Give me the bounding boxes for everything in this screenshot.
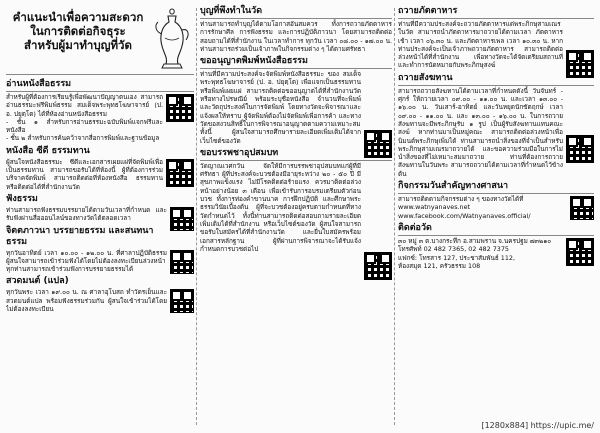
- section-print-permission: [200, 56, 392, 145]
- image-credit: [1280x884] https://upic.me/: [481, 421, 594, 430]
- facebook-link[interactable]: www.facebook.com/Watnyanaves.official/: [398, 211, 531, 220]
- qr-code-icon: [166, 159, 194, 187]
- section-title: หนังสือ ซีดี ธรรมทาน: [6, 145, 90, 156]
- section-title: ขออนุญาตพิมพ์หนังสือธรรม: [200, 56, 392, 69]
- section-title: ถวายภัตตาหาร: [398, 6, 594, 19]
- vase-icon: [152, 6, 192, 70]
- list-item: - ชั้น ๒ สำหรับการค้นคว้าจากสื่อการพิมพ์และฐานข้อมูล: [6, 134, 160, 143]
- contact-ext: ห้องสมุด 121, ครัวธรรม 108: [398, 261, 481, 270]
- list-item: - ชั้น ๑ สำหรับการอ่านธรรมะฉบับพิมพ์แจกฟรีและหนังสือ: [6, 117, 163, 135]
- qr-code-icon: [364, 252, 392, 280]
- qr-code-icon: [170, 207, 194, 231]
- website-link[interactable]: www.watnyanaves.net: [398, 203, 471, 212]
- section-text: ทุกวันพระ เวลา ๑๙.๐๐ น. ณ ศาลาอุโบสถ ทำวัตรเย็นและสวดมนต์แปล พร้อมฟังธรรมร่วมกัน ผู้สนใจเข้าร่วมได้โดยไม่ต้องลงทะเบียน: [6, 288, 167, 314]
- column-divider: [394, 8, 395, 425]
- contact-address: ๓๐ หมู่ ๓ ต.บางกระทึก อ.สามพราน จ.นครปฐม ๗๓๒๑๐: [398, 236, 552, 245]
- section-reading: [6, 79, 194, 143]
- section-meditation: [6, 226, 194, 274]
- qr-code-icon: [566, 135, 594, 163]
- section-contact: [398, 223, 594, 270]
- section-title: จิตตภาวนา บรรยายธรรม และสนทนาธรรม: [6, 225, 154, 247]
- section-title: บุญที่พึงทำในวัด: [200, 6, 392, 19]
- qr-code-icon: [166, 94, 194, 122]
- section-title: อ่านหนังสือธรรม: [6, 79, 194, 92]
- section-text: สามารถติดตามกิจกรรมต่าง ๆ ของทางวัดได้ที่: [398, 195, 524, 204]
- section-title: กิจกรรมวันสำคัญทางศาสนา: [398, 181, 594, 194]
- qr-code-icon: [170, 250, 194, 274]
- section-text: สำหรับผู้ที่ต้องการเรียนรู้เพื่อพัฒนาปัญญาตนเอง สามารถอ่านธรรมะฟรีพิมพ์ธรรม สมเด็จพระพุทธโฆษาจารย์ (ป. อ. ปยุตฺโต) ได้ที่ห้องอ่านหนังสือธรรม: [6, 93, 163, 118]
- qr-code-icon: [570, 196, 594, 220]
- section-books: [6, 146, 194, 191]
- column-left: [6, 4, 194, 429]
- section-text: วัดญาณเวศกวัน จัดให้มีการบรรพชาอุปสมบทแก่ผู้ที่มีศรัทธา ผู้ที่ประสงค์จะบวชต้องมีอายุระหว่าง ๒๐ - ๕๐ ปี มีสุขภาพแข็งแรง ไม่มีโรคติดต่อร้ายแรง ควรมาติดต่อล่วงหน้าอย่างน้อย ๓ เดือน เพื่อเข้ารับการอบรมเตรียมตัวก่อนบวช ทั้งการท่องคำขานนาค การฝึกปฏิบัติ และศึกษาพระธรรมวินัยเบื้องต้น ผู้ที่จะบวชต้องอยู่ครบตามกำหนดที่ทางวัดกำหนดไว้ ทั้งนี้ท่านสามารถติดต่อสอบถามรายละเอียดเพิ่มเติมได้ที่สำนักงาน หรือเว็บไซต์ของวัด ผู้สนใจสามารถขอรับใบสมัครได้ที่สำนักงานวัด และยื่นใบสมัครพร้อมเอกสารหลักฐาน ผู้ที่ผ่านการพิจารณาจะได้รับแจ้งกำหนดการบวชต่อไป: [200, 161, 361, 253]
- brochure-header: [6, 4, 194, 75]
- section-text: ผู้สนใจหนังสือธรรมะ ซีดีและเอกสารเผยแผ่ที่จัดพิมพ์เพื่อเป็นธรรมทาน สามารถขอรับได้ที่ห้องนี้ ผู้ที่ต้องการร่วมบริจาคจัดพิมพ์ สามารถติดต่อที่ห้องหนังสือ ธรรมทาน หรือติดต่อได้ที่สำนักงานวัด: [6, 157, 163, 191]
- section-ordination: [200, 148, 392, 253]
- section-title: ขอบรรพชาอุปสมบท: [200, 148, 392, 161]
- section-sanghadana: [398, 73, 594, 178]
- brochure-title: คำแนะนำเพื่อความสะดวก ในการติดต่อกิจธุระ สำหรับผู้มาทำบุญที่วัด: [12, 10, 144, 52]
- qr-code-icon: [170, 289, 194, 313]
- section-text: ท่านที่มีความประสงค์จะถวายภัตตาหารแด่พระภิกษุสามเณรในวัด สามารถนำภัตตาหารมาถวายได้ตามเวลา ภัตตาหารเช้า เวลา ๐๖.๓๐ น. และภัตตาหารเพล เวลา ๑๐.๓๐ น. หากท่านประสงค์จะเป็นเจ้าภาพถวายภัตตาหาร สามารถติดต่อล่วงหน้าได้ที่สำนักงาน เพื่อทางวัดจะได้จัดเตรียมสถานที่ และทำการนัดหมายกับพระภิกษุสงฆ์: [398, 20, 563, 70]
- section-title: ฟังธรรม: [6, 193, 38, 204]
- contact-ext: แฟกซ์: โทรสาร 127, ประชาสัมพันธ์ 112,: [398, 253, 516, 262]
- column-right: [398, 4, 594, 429]
- section-title: ติดต่อวัด: [398, 223, 594, 236]
- section-events: [398, 181, 594, 220]
- qr-code-icon: [364, 130, 392, 158]
- column-divider: [196, 8, 197, 425]
- section-food-offering: [398, 6, 594, 70]
- section-listen: [6, 194, 194, 223]
- section-text: ท่านสามารถฟังธรรมบรรยายได้ตามวันเวลาที่กำหนด และรับฟังผ่านสื่อออนไลน์ของทางวัดได้ตลอดเวลา: [6, 205, 167, 223]
- qr-code-icon: [566, 238, 594, 266]
- column-middle: [200, 4, 392, 429]
- section-text: ท่านสามารถทำบุญได้ตามโอกาสอันสมควร ทั้งการถวายภัตตาหาร การรักษาศีล การฟังธรรม และการปฏิบัติภาวนา โดยสามารถติดต่อสอบถามได้ที่สำนักงาน ในเวลาทำการ ทุกวัน เวลา ๐๘.๐๐ - ๑๗.๐๐ น. ท่านสามารถร่วมเป็นเจ้าภาพในกิจกรรมต่าง ๆ ได้ตามศรัทธา: [200, 20, 392, 53]
- section-merit: [200, 6, 392, 53]
- qr-code-icon: [566, 50, 594, 78]
- section-text: ทุกวันอาทิตย์ เวลา ๑๐.๐๐ - ๑๒.๐๐ น. ที่ศาลาปฏิบัติธรรม ผู้สนใจสามารถเข้าร่วมฟังได้โดยไม่ต้องลงทะเบียนล่วงหน้า ทุกท่านสามารถเข้าร่วมฟังการบรรยายธรรมได้: [6, 248, 167, 274]
- section-title: สวดมนต์ (แปล): [6, 276, 69, 287]
- contact-phone: โทรศัพท์ 02 482 7365, 02 482 7375: [398, 245, 509, 254]
- section-text: ท่านที่มีความประสงค์จะจัดพิมพ์หนังสือธรรมะ ของ สมเด็จพระพุทธโฆษาจารย์ (ป. อ. ปยุตฺโต) เพื่อแจกเป็นธรรมทาน หรือพิมพ์เผยแผ่ สามารถติดต่อขออนุญาตได้ที่สำนักงานวัดหรือทางไปรษณีย์ พร้อมระบุชื่อหนังสือ จำนวนที่จะพิมพ์ และวัตถุประสงค์ในการจัดพิมพ์ โดยทางวัดจะพิจารณาและแจ้งผลให้ทราบ ผู้จัดพิมพ์ต้องไม่จัดพิมพ์เพื่อการค้า และทางวัดขอสงวนสิทธิ์ในการพิจารณาอนุญาตตามความเหมาะสม ทั้งนี้ ผู้สนใจสามารถศึกษารายละเอียดเพิ่มเติมได้จากเว็บไซต์ของวัด: [200, 70, 361, 145]
- section-chanting: [6, 276, 194, 313]
- section-title: ถวายสังฆทาน: [398, 73, 594, 86]
- section-text: สามารถถวายสังฆทานได้ตามเวลาที่กำหนดดังนี้ วันจันทร์ - ศุกร์ ให้ถวายเวลา ๐๙.๐๐ - ๑๑.๐๐ น. และเวลา ๑๓.๐๐ - ๑๖.๐๐ น. วันเสาร์-อาทิตย์ และวันหยุดนักขัตฤกษ์ เวลา ๐๙.๐๐ - ๑๑.๐๐ น. และ ๑๓.๐๐ - ๑๖.๐๐ น. ในการถวายสังฆทานจะมีพระภิกษุรับ ๑ รูป เป็นผู้รับสังฆทานแทนคณะสงฆ์ หากท่านมาเป็นหมู่คณะ สามารถติดต่อล่วงหน้าเพื่อนิมนต์พระภิกษุเพิ่มได้ ท่านสามารถนำสิ่งของที่จำเป็นสำหรับพระภิกษุสามเณรมาถวายได้ และขอความร่วมมือในการไม่นำสิ่งของที่ไม่เหมาะสมมาถวาย ท่านที่ต้องการถวายสังฆทานในวันพระ สามารถถวายได้ตามเวลาที่กำหนดไว้ข้างต้น: [398, 86, 563, 178]
